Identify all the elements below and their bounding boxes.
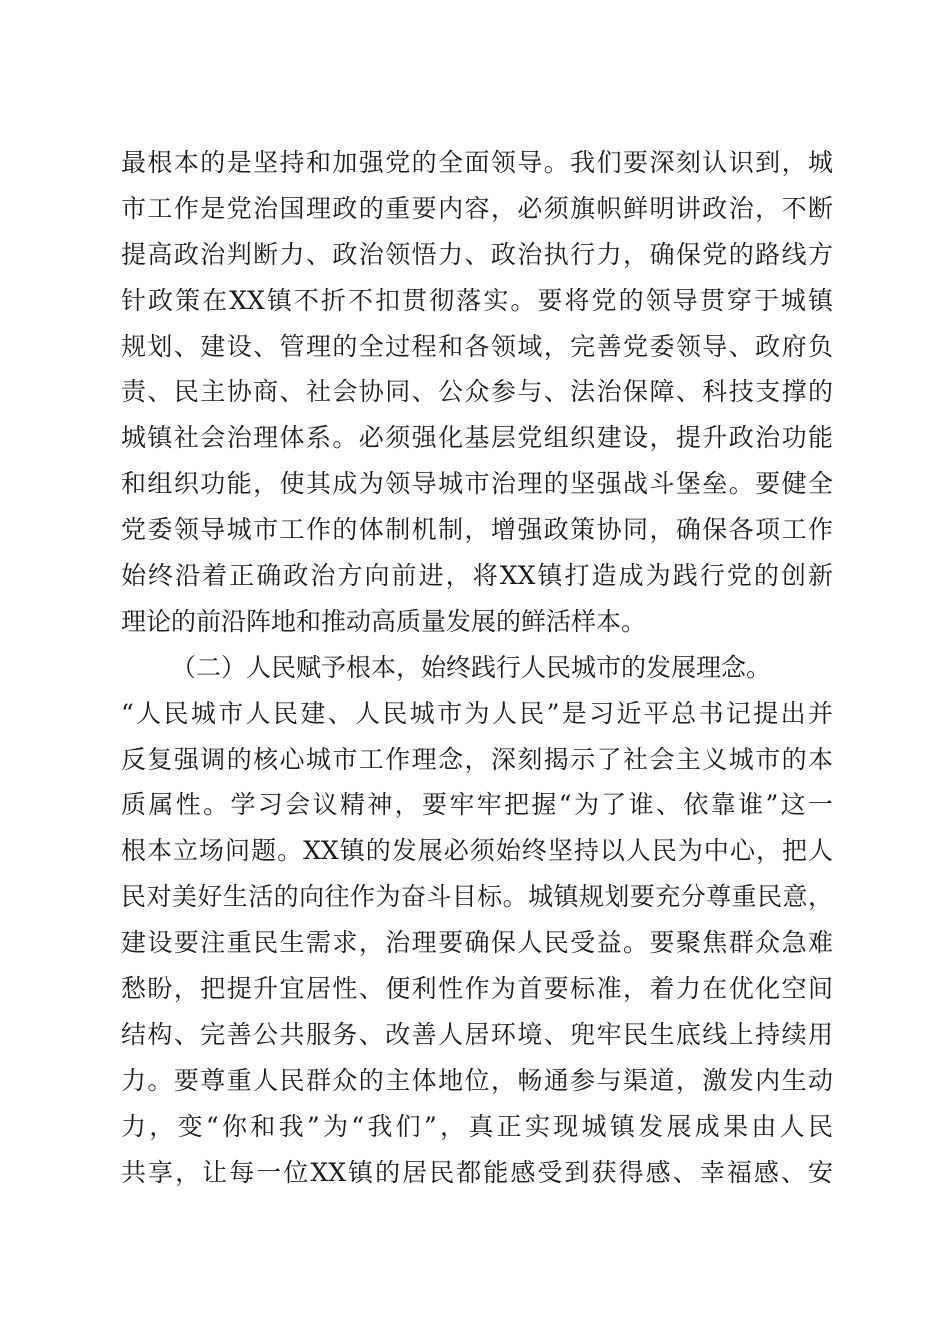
paragraph-line: 和组织功能，使其成为领导城市治理的坚强战斗堡垒。要健全 [121,469,833,499]
paragraph-line: 愁盼，把提升宜居性、便利性作为首要标准，着力在优化空间 [121,974,833,1004]
paragraph-line: “人民城市人民建、人民城市为人民”是习近平总书记提出并 [121,698,833,728]
paragraph-line: 结构、完善公共服务、改善人居环境、兜牢民生底线上持续用 [121,1019,833,1049]
paragraph-line: 共享，让每一位XX镇的居民都能感受到获得感、幸福感、安 [121,1157,833,1187]
paragraph-line: 始终沿着正确政治方向前进，将XX镇打造成为践行党的创新 [121,561,833,591]
paragraph-line: 力。要尊重人民群众的主体地位，畅通参与渠道，激发内生动 [121,1065,833,1095]
paragraph-line: 党委领导城市工作的体制机制，增强政策协同，确保各项工作 [121,515,833,545]
paragraph-line: 反复强调的核心城市工作理念，深刻揭示了社会主义城市的本 [121,744,833,774]
paragraph-line: 力，变“你和我”为“我们”，真正实现城镇发展成果由人民 [121,1111,833,1141]
paragraph-line: 责、民主协商、社会协同、公众参与、法治保障、科技支撑的 [121,377,833,407]
paragraph-line: 规划、建设、管理的全过程和各领域，完善党委领导、政府负 [121,331,833,361]
paragraph-line: 城镇社会治理体系。必须强化基层党组织建设，提升政治功能 [121,423,833,453]
paragraph-line: 民对美好生活的向往作为奋斗目标。城镇规划要充分尊重民意， [121,882,833,912]
paragraph-line: 根本立场问题。XX镇的发展必须始终坚持以人民为中心，把人 [121,836,833,866]
paragraph-line: 提高政治判断力、政治领悟力、政治执行力，确保党的路线方 [121,239,833,269]
paragraph-line: 理论的前沿阵地和推动高质量发展的鲜活样本。 [121,606,647,636]
section-heading: （二）人民赋予根本，始终践行人民城市的发展理念。 [171,652,772,682]
paragraph-line: 市工作是党治国理政的重要内容，必须旗帜鲜明讲政治，不断 [121,193,833,223]
paragraph-line: 针政策在XX镇不折不扣贯彻落实。要将党的领导贯穿于城镇 [121,285,833,315]
paragraph-line: 建设要注重民生需求，治理要确保人民受益。要聚焦群众急难 [121,928,833,958]
body-text [121,140,833,1195]
paragraph-line: 质属性。学习会议精神，要牢牢把握“为了谁、依靠谁”这一 [121,790,833,820]
paragraph-line: 最根本的是坚持和加强党的全面领导。我们要深刻认识到，城 [121,148,833,177]
